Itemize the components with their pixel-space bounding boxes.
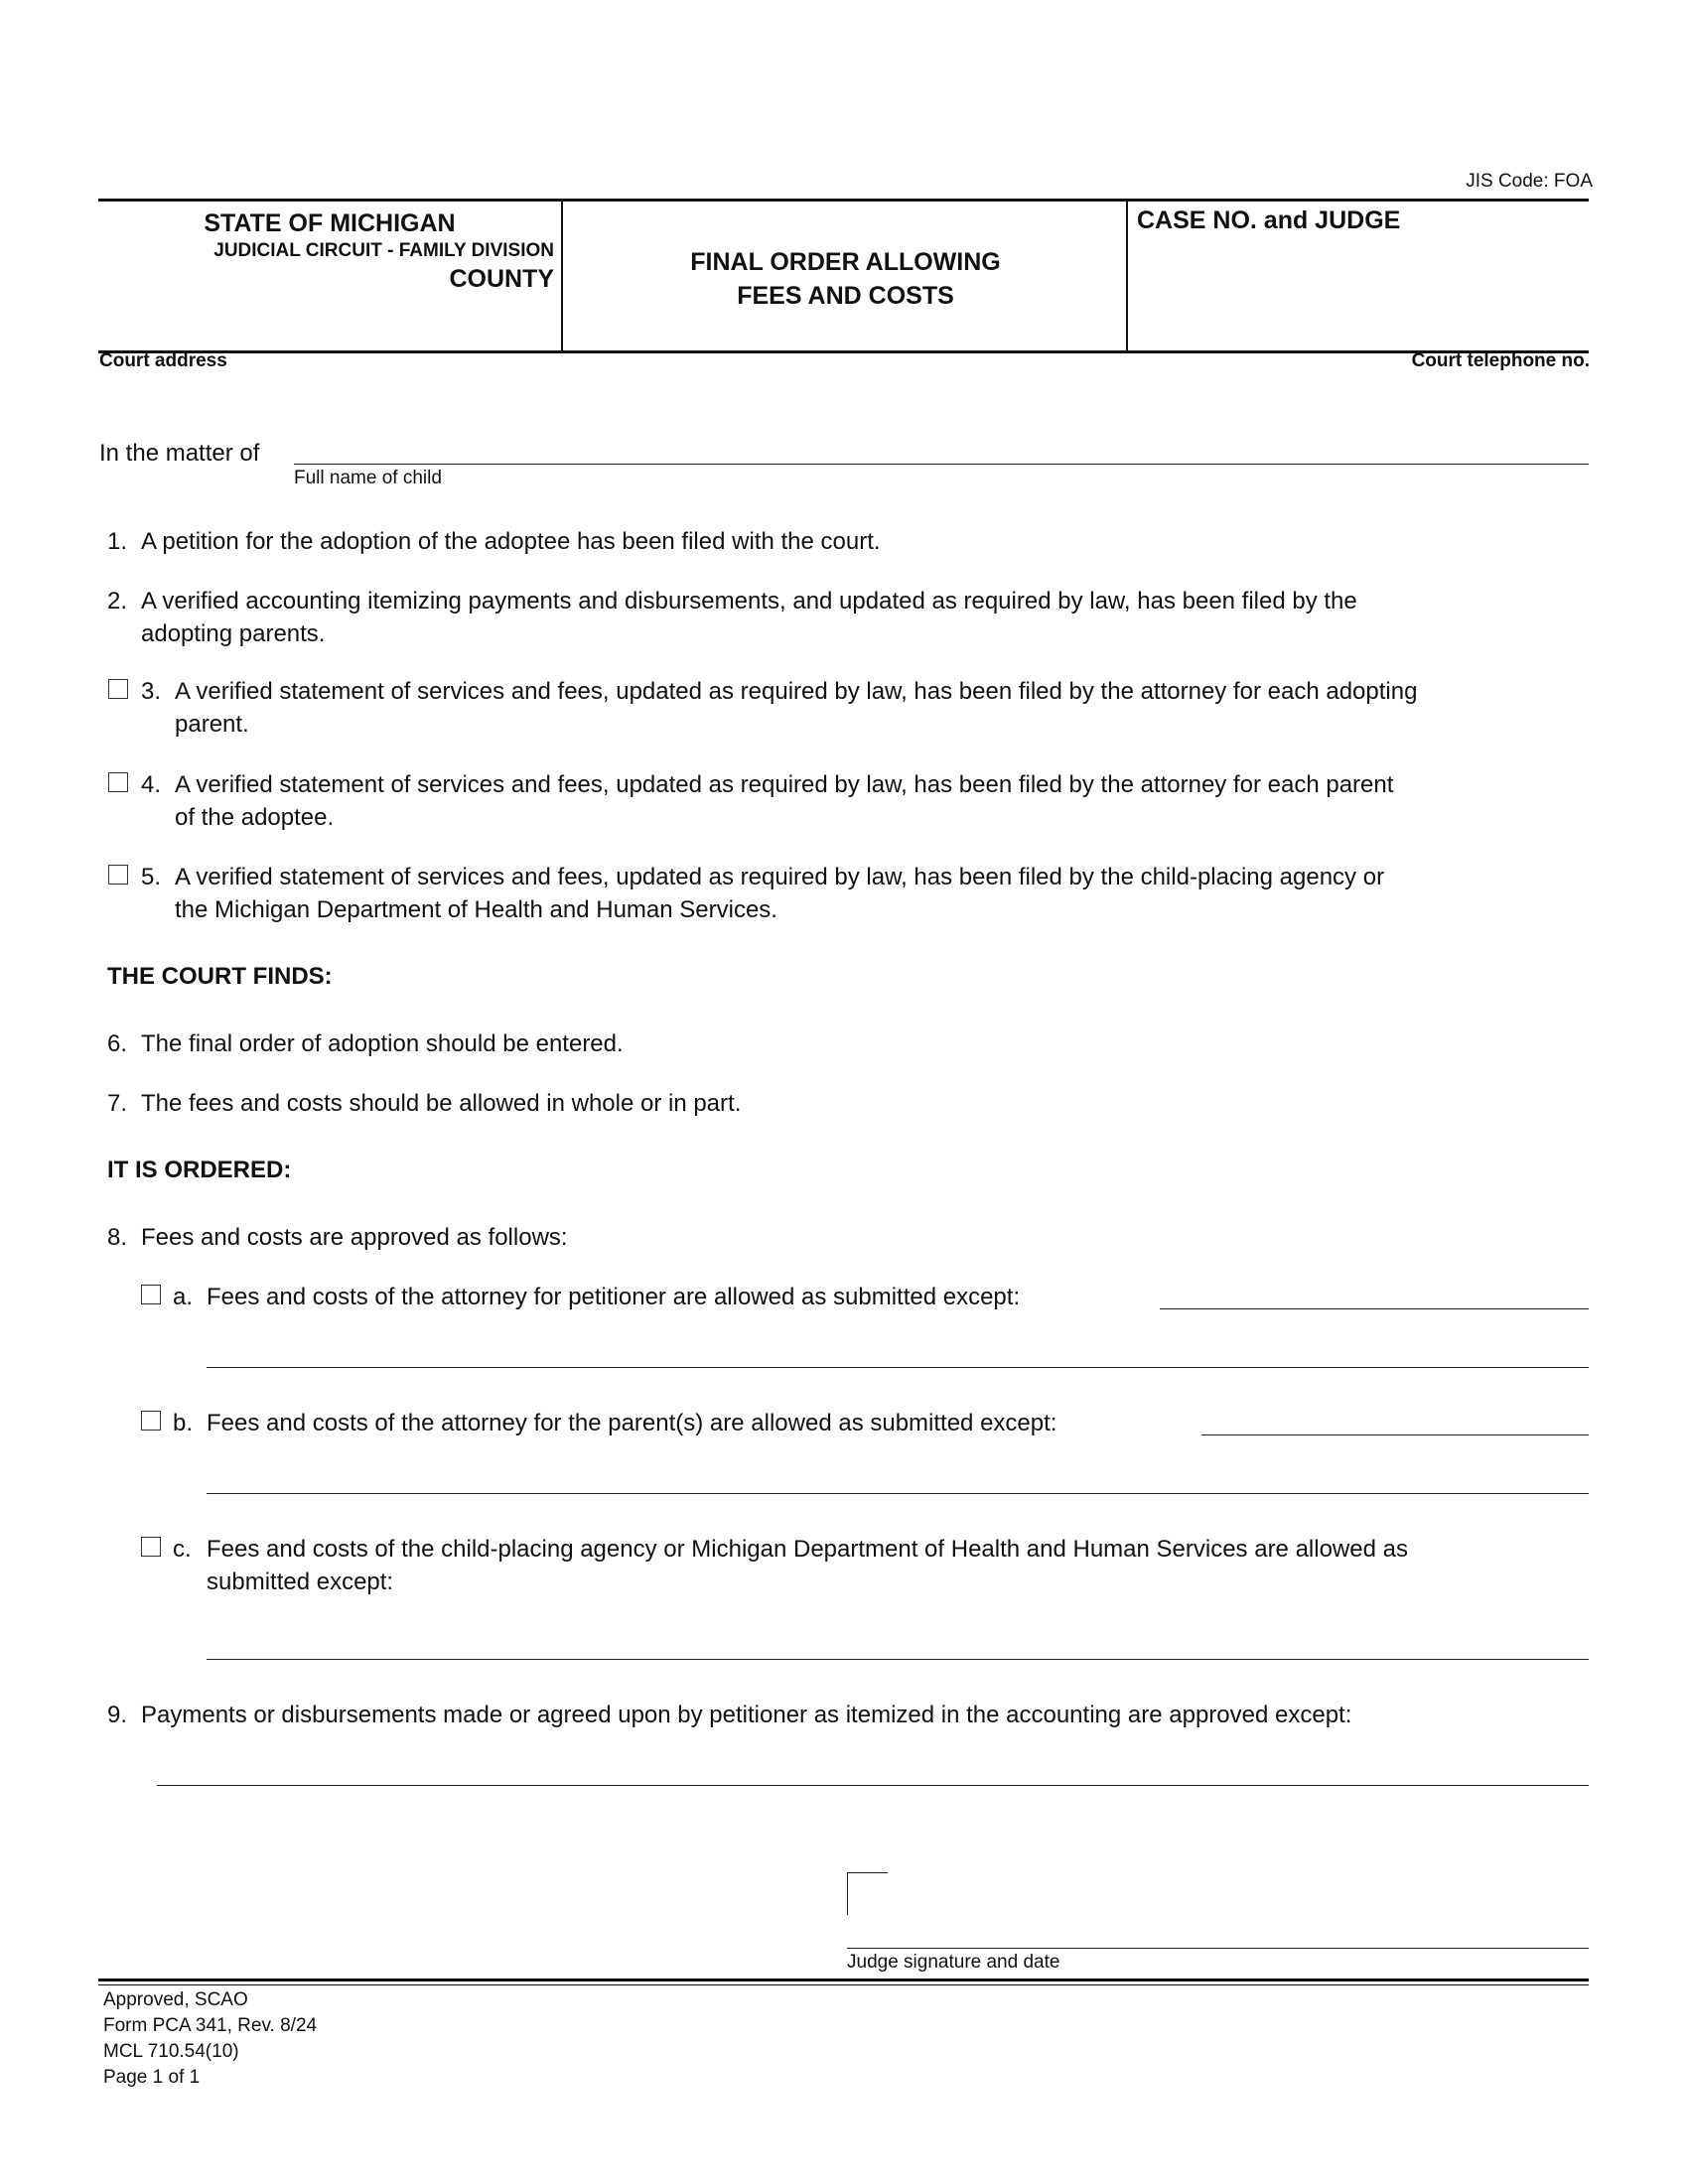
footer-rule — [98, 1979, 1589, 1985]
item-5-line1: A verified statement of services and fees, updated as required by law, has been filed by the child-placing agency or — [175, 864, 1385, 890]
form-title-line2: FEES AND COSTS — [737, 282, 954, 310]
item-number: 9. — [107, 1702, 128, 1728]
header-divider-left — [561, 202, 563, 350]
court-finds-heading: THE COURT FINDS: — [107, 963, 333, 990]
item-8b-exception-field-2[interactable] — [207, 1493, 1589, 1494]
item-letter: a. — [173, 1284, 194, 1310]
item-8b-text: Fees and costs of the attorney for the parent(s) are allowed as submitted except: — [207, 1410, 1057, 1436]
item-number: 1. — [107, 528, 128, 555]
item-4-line2: of the adoptee. — [175, 804, 335, 831]
footer-form-number: Form PCA 341, Rev. 8/24 — [103, 2015, 318, 2036]
it-is-ordered-heading: IT IS ORDERED: — [107, 1157, 292, 1183]
footer-approved: Approved, SCAO — [103, 1989, 248, 2010]
case-no-label: CASE NO. and JUDGE — [1137, 206, 1401, 234]
item-4-checkbox[interactable] — [108, 772, 128, 792]
item-8b-exception-field[interactable] — [1201, 1434, 1589, 1435]
item-8a-exception-field-2[interactable] — [207, 1367, 1589, 1368]
item-8-text: Fees and costs are approved as follows: — [141, 1224, 568, 1251]
item-9-text: Payments or disbursements made or agreed upon by petitioner as itemized in the accounting are approved except: — [141, 1702, 1352, 1728]
state-name: STATE OF MICHIGAN — [204, 209, 456, 237]
footer-page: Page 1 of 1 — [103, 2067, 201, 2088]
seal-corner-mark — [847, 1872, 888, 1915]
item-2-line1: A verified accounting itemizing payments and disbursements, and updated as required by law, has been filed by the — [141, 588, 1357, 614]
item-8c-exception-field[interactable] — [207, 1659, 1589, 1660]
child-name-sublabel: Full name of child — [294, 468, 442, 488]
footer-info — [103, 1987, 317, 2091]
item-3-line2: parent. — [175, 711, 249, 738]
item-number: 3. — [141, 678, 162, 705]
item-8a-text: Fees and costs of the attorney for petitioner are allowed as submitted except: — [207, 1284, 1021, 1310]
item-7-text: The fees and costs should be allowed in whole or in part. — [141, 1090, 742, 1117]
item-letter: b. — [173, 1410, 194, 1436]
item-3-checkbox[interactable] — [108, 679, 128, 699]
item-number: 7. — [107, 1090, 128, 1117]
item-9-exception-field[interactable] — [157, 1785, 1589, 1786]
item-8c-line2: submitted except: — [207, 1569, 394, 1595]
item-2-line2: adopting parents. — [141, 620, 326, 647]
item-number: 2. — [107, 588, 128, 614]
judge-signature-field[interactable] — [847, 1948, 1589, 1949]
item-8c-line1: Fees and costs of the child-placing agency or Michigan Department of Health and Human Services are allowed as — [207, 1536, 1408, 1563]
item-3-line1: A verified statement of services and fees, updated as required by law, has been filed by the attorney for each adopting — [175, 678, 1418, 705]
child-name-field[interactable] — [294, 464, 1589, 465]
item-1-text: A petition for the adoption of the adoptee has been filed with the court. — [141, 528, 881, 555]
item-number: 6. — [107, 1030, 128, 1057]
judicial-circuit: JUDICIAL CIRCUIT - FAMILY DIVISION — [213, 240, 554, 261]
item-5-line2: the Michigan Department of Health and Human Services. — [175, 896, 777, 923]
item-8b-checkbox[interactable] — [141, 1411, 161, 1431]
form-title — [565, 245, 1126, 313]
item-5-checkbox[interactable] — [108, 865, 128, 885]
item-8c-checkbox[interactable] — [141, 1537, 161, 1557]
jis-code: JIS Code: FOA — [1466, 171, 1593, 192]
item-number: 4. — [141, 771, 162, 798]
judge-signature-label: Judge signature and date — [847, 1952, 1060, 1973]
item-6-text: The final order of adoption should be entered. — [141, 1030, 624, 1057]
form-header — [98, 199, 1589, 353]
item-letter: c. — [173, 1536, 192, 1563]
footer-mcl: MCL 710.54(10) — [103, 2041, 239, 2062]
item-number: 5. — [141, 864, 162, 890]
item-number: 8. — [107, 1224, 128, 1251]
form-title-line1: FINAL ORDER ALLOWING — [690, 248, 1001, 276]
item-4-line1: A verified statement of services and fees, updated as required by law, has been filed by the attorney for each parent — [175, 771, 1394, 798]
item-8a-checkbox[interactable] — [141, 1285, 161, 1304]
court-telephone-label: Court telephone no. — [1411, 350, 1590, 371]
county-label: COUNTY — [449, 265, 554, 293]
item-8a-exception-field[interactable] — [1160, 1308, 1589, 1309]
header-divider-right — [1126, 202, 1128, 350]
matter-label: In the matter of — [99, 440, 260, 467]
court-address-label: Court address — [99, 350, 227, 371]
